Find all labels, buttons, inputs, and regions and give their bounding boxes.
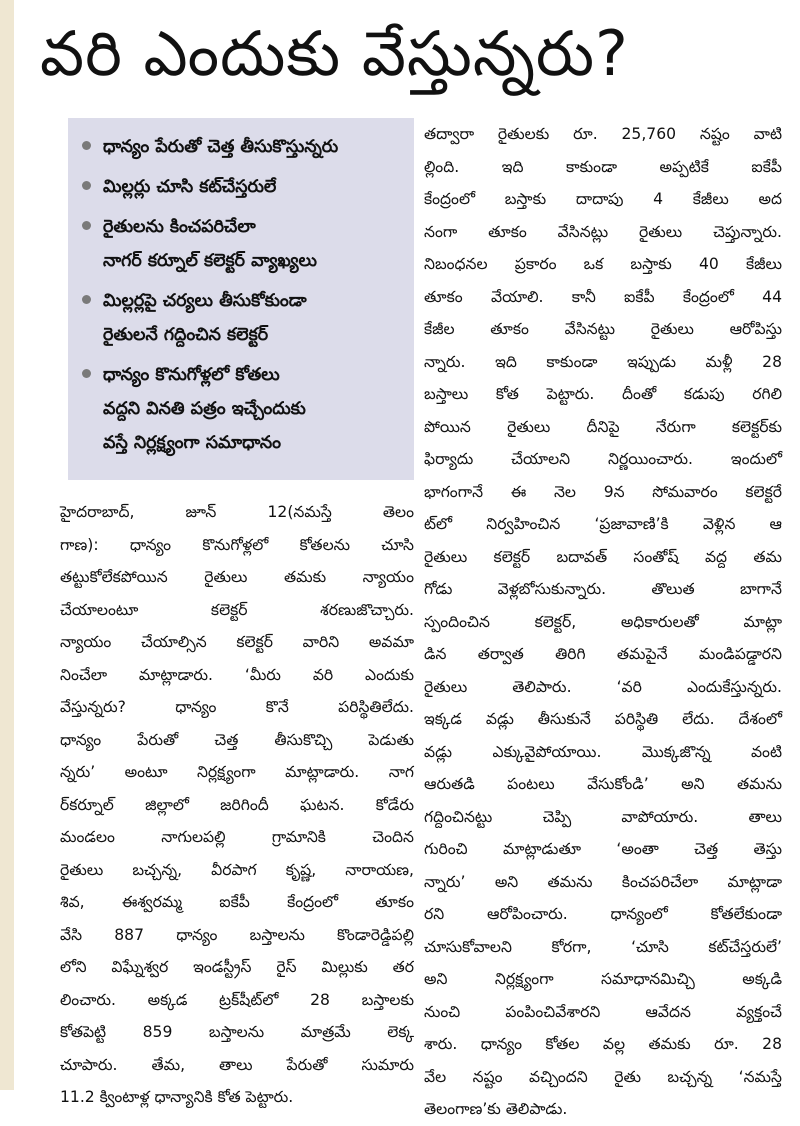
page-margin-strip [0, 0, 14, 1090]
article-line: తద్వారా రైతులకు రూ. 25,760 నష్టం వాటి [424, 125, 782, 143]
article-line: గురించి మాట్లాడుతూ ‘అంతా చెత్త తెస్తు [424, 840, 782, 858]
highlight-item [82, 130, 404, 164]
article-line: వేల నష్టం వచ్చిందని రైతు బచ్చన్న ‘నమస్తే [424, 1067, 782, 1086]
article-line: ఆరుతడి పంటలు వేసుకోండి’ అని తమను [424, 775, 782, 793]
bullet-icon [82, 295, 91, 304]
highlight-line [82, 392, 404, 426]
article-line: మండలం నాగులపల్లి గ్రామానికి చెందిన [60, 828, 414, 846]
article-line: డిన తర్వాత తిరిగి తమపైనే మండిపడ్డారని [424, 645, 782, 663]
article-line: కేంద్రంలో బస్తాకు దాదాపు 4 కేజీలు అద [424, 190, 782, 208]
article-line: గద్దించినట్టు చెప్పి వాపోయారు. తాలు [424, 807, 782, 826]
highlight-item [82, 358, 404, 460]
article-line: రని ఆరోపించారు. ధాన్యంలో కోతలేకుండా [424, 905, 782, 923]
article-line: వడ్లు ఎక్కువైపోయాయి. మొక్కజొన్న వంటి [424, 742, 782, 761]
article-line: హైదరాబాద్, జూన్ 12(నమస్తే తెలం [60, 503, 414, 521]
article-line: ల్లింది. ఇది కాకుండా అప్పటికే ఐకేపీ [424, 157, 782, 176]
highlight-item [82, 210, 404, 278]
highlight-text: మిల్లర్లపై చర్యలు తీసుకోకుండా [103, 291, 307, 311]
highlights-box [68, 118, 414, 480]
highlight-text: రైతులను కించపరిచేలా [103, 217, 256, 237]
article-line: ధాన్యం పేరుతో చెత్త తీసుకొచ్చి పెడుతు [60, 730, 414, 749]
article-line: అని నిర్లక్ష్యంగా సమాధానమిచ్చి అక్కడి [424, 970, 782, 988]
article-line: న్యాయం చేయాల్సిన కలెక్టర్ వారిని అవమా [60, 633, 414, 651]
highlight-text: వద్దని వినతి పత్రం ఇచ్చేందుకు [103, 399, 306, 419]
article-line: రైతులు తెలిపారు. ‘వరి ఎందుకేస్తున్నరు. [424, 677, 782, 696]
highlight-line [82, 284, 404, 318]
article-line: ట్‌లో నిర్వహించిన ‘ప్రజావాణి’కి వెళ్లిన ఆ [424, 515, 782, 533]
highlight-text: ధాన్యం కొనుగోళ్లలో కోతలు [103, 365, 280, 385]
article-line: తూకం వేయాలి. కానీ ఐకేపీ కేంద్రంలో 44 [424, 287, 782, 306]
article-line: తట్టుకోలేకపోయిన రైతులు తమకు న్యాయం [60, 568, 414, 586]
article-line: 11.2 క్వింటాళ్ల ధాన్యానికి కోత పెట్టారు. [60, 1088, 294, 1106]
article-line: చూసుకోవాలని కోరగా, ‘చూసి కట్‌చేస్తరులే’ [424, 937, 782, 956]
highlight-line [82, 170, 404, 204]
headline: వరి ఎందుకు వేస్తున్నరు? [40, 17, 629, 90]
highlight-text: మిల్లర్లు చూసి కట్‌చేస్తరులే [103, 177, 277, 197]
article-line: లించారు. అక్కడ ట్రక్‌షీట్‌లో 28 బస్తాలకు [60, 990, 414, 1009]
article-line: చూపారు. తేమ, తాలు పేరుతో సుమారు [60, 1055, 414, 1074]
article-line: వేసి 887 ధాన్యం బస్తాలను కొండారెడ్డిపల్లి [60, 925, 414, 944]
highlight-line [82, 318, 404, 352]
article-line: తెలంగాణ’కు తెలిపాడు. [424, 1100, 568, 1118]
highlight-text: నాగర్ కర్నూల్ కలెక్టర్ వ్యాఖ్యలు [103, 251, 317, 271]
highlight-line [82, 210, 404, 244]
article-line: లోని విఘ్నేశ్వర ఇండస్ట్రీస్ రైస్ మిల్లుకు తర [60, 958, 414, 976]
article-line: ర్‌కర్నూల్ జిల్లాలో జరిగిందీ ఘటన. కోడేరు [60, 795, 414, 814]
article-line: గాణ): ధాన్యం కొనుగోళ్లలో కోతలను చూసి [60, 535, 414, 554]
article-line: వేస్తున్నరు? ధాన్యం కొనే పరిస్థితిలేదు. [60, 698, 414, 716]
article-line: నంగా తూకం వేసినట్లు రైతులు చెప్తున్నారు. [424, 222, 782, 241]
highlight-line [82, 426, 404, 460]
bullet-icon [82, 369, 91, 378]
article-column-left [60, 496, 414, 1106]
highlight-line [82, 358, 404, 392]
article-line: బస్తాలు కోత పెట్టారు. దీంతో కడుపు రగిలి [424, 385, 782, 403]
article-line: రైతులు కలెక్టర్ బదావత్ సంతోష్ వద్ద తమ [424, 547, 782, 566]
article-line: నుంచి పంపించివేశారని ఆవేదన వ్యక్తంచే [424, 1002, 782, 1021]
highlight-line [82, 130, 404, 164]
article-line: న్నారు’ అని తమను కించపరిచేలా మాట్లాడా [424, 872, 782, 891]
article-line: పోయిన రైతులు దీనిపై నేరుగా కలెక్టర్‌కు [424, 417, 782, 436]
highlight-item [82, 284, 404, 352]
article-line: ఫిర్యాదు చేయాలని నిర్ణయించారు. ఇందులో [424, 450, 782, 468]
article-column-right [424, 118, 782, 1118]
article-line: శారు. ధాన్యం కోతల వల్ల తమకు రూ. 28 [424, 1035, 782, 1053]
article-line: రైతులు బచ్చన్న, వీరపాగ కృష్ణ, నారాయణ, [60, 860, 414, 879]
bullet-icon [82, 141, 91, 150]
bullet-icon [82, 181, 91, 190]
highlight-text: ధాన్యం పేరుతో చెత్త తీసుకొస్తున్నరు [103, 137, 339, 157]
highlight-item [82, 170, 404, 204]
highlight-text: వస్తే నిర్లక్ష్యంగా సమాధానం [103, 433, 281, 453]
article-line: నిబంధనల ప్రకారం ఒక బస్తాకు 40 కేజీలు [424, 255, 782, 273]
article-line: కేజీల తూకం వేసినట్టు రైతులు ఆరోపిస్తు [424, 320, 782, 338]
article-line: ఇక్కడ వడ్లు తీసుకునే పరిస్థితి లేదు. దేశంలో [424, 710, 782, 728]
article-line: శివ, ఈశ్వరమ్మ ఐకేపీ కేంద్రంలో తూకం [60, 893, 414, 911]
bullet-icon [82, 221, 91, 230]
article-line: చేయాలంటూ కలెక్టర్ శరణుజొచ్చారు. [60, 600, 414, 619]
article-line: కోతపెట్టి 859 బస్తాలను మాత్రమే లెక్క [60, 1023, 414, 1041]
highlight-line [82, 244, 404, 278]
article-line: న్నారు. ఇది కాకుండా ఇప్పుడు మళ్లీ 28 [424, 352, 782, 371]
article-line: స్పందించిన కలెక్టర్, అధికారులతో మాట్లా [424, 612, 782, 631]
article-line: గోడు వెళ్లబోసుకున్నారు. తొలుత బాగానే [424, 580, 782, 598]
article-line: నించేలా మాట్లాడారు. ‘మీరు వరి ఎందుకు [60, 665, 414, 684]
article-line: న్నరు’ అంటూ నిర్లక్ష్యంగా మాట్లాడారు. నాగ [60, 763, 414, 781]
highlight-text: రైతులనే గద్దించిన కలెక్టర్ [103, 325, 269, 345]
article-line: భాగంగానే ఈ నెల 9న సోమవారం కలెక్టరే [424, 482, 782, 501]
